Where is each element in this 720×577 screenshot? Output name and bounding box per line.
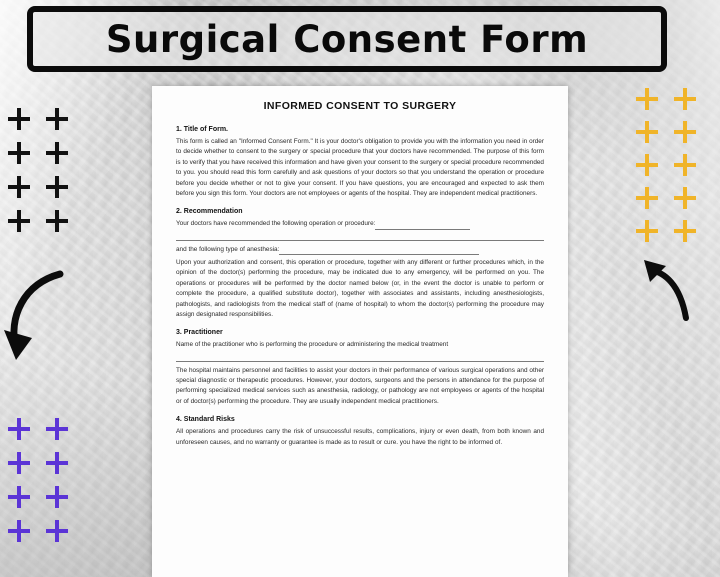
plus-icon: [674, 88, 696, 110]
consent-form-document[interactable]: [152, 86, 568, 577]
section-title-2: 2. Recommendation: [176, 208, 243, 216]
section-3-paragraph-1: Name of the practitioner who is performing the procedure or administering the medical treatment: [176, 341, 449, 349]
plus-icon: [674, 121, 696, 143]
title-banner: [27, 6, 667, 72]
page-title: Surgical Consent Form: [105, 17, 589, 61]
section-2-text-2: and the following type of anesthesia:: [176, 245, 280, 253]
plus-icon: [8, 520, 30, 542]
plus-icon: [46, 142, 68, 164]
plus-icon: [636, 187, 658, 209]
decorative-plus-group-black: [8, 108, 84, 244]
section-2-text-1: Your doctors have recommended the following operation or procedure:: [176, 220, 376, 228]
section-2-paragraph-1: [176, 219, 544, 229]
procedure-blank-line[interactable]: [176, 233, 544, 241]
anesthesia-blank-field[interactable]: [279, 247, 479, 255]
plus-icon: [674, 220, 696, 242]
section-3-paragraph-2: The hospital maintains personnel and facilities to assist your doctors in their performance of various surgical operations and other special diagnostic or therapeutic procedures. However, your doctors, surgeons and the persons in attendance for the purpose of performing specialized medical services such as anesthesia, radiology, or pathology are not employees or agents of the hospital or of doctor(s) performing the procedure. They are usually independent medical practitioners.: [176, 366, 544, 405]
section-title-1: 1. Title of Form.: [176, 126, 228, 133]
curved-arrow-up-right-icon: [640, 258, 698, 331]
section-2-paragraph-2: [176, 245, 544, 255]
section-2-paragraph-3: Upon your authorization and consent, this operation or procedure, together with any different or further procedures which, in the opinion of the doctor(s) performing the procedure, may be indicated due to any emergency, will be performed on you. The operations or procedures will be performed by the doctor named below (or, in the event the doctor is unable to perform or complete the procedure, a qualified substitute doctor), together with associates and assistants, including anesthesiologists, pathologists, and radiologists from the medical staff of (name of hospital) to whom the doctor(s) performing the procedure may assign designated responsibilities.: [176, 259, 544, 318]
plus-icon: [46, 176, 68, 198]
decorative-plus-group-purple: [8, 418, 84, 554]
plus-icon: [8, 108, 30, 130]
plus-icon: [674, 187, 696, 209]
procedure-blank-field[interactable]: [375, 222, 470, 230]
plus-icon: [8, 452, 30, 474]
section-1-paragraph-1: This form is called an "Informed Consent Form." It is your doctor's obligation to provide you with the information you need in order to decide whether to consent to the surgery or special procedure that your doctors have recommended. The purpose of this form is to verify that you have received this information and have given your consent to the surgery or special procedure recommended to you. you should read this form carefully and ask questions of your doctors so that you understand the operation or procedure before you decide whether or not to give your consent. If you have questions, you are encouraged and expected to ask them before you sign this form. Your doctors are not employees or agents of the hospital. They are independent medical practitioners.: [176, 138, 544, 197]
plus-icon: [636, 121, 658, 143]
section-4-paragraph-1: All operations and procedures carry the risk of unsuccessful results, complications, injury or even death, from both known and unforeseen causes, and no warranty or guarantee is made as to result or cure. you have the right to be informed of.: [176, 428, 544, 446]
curved-arrow-down-left-icon: [2, 268, 72, 378]
plus-icon: [46, 486, 68, 508]
plus-icon: [636, 154, 658, 176]
plus-icon: [636, 220, 658, 242]
plus-icon: [674, 154, 696, 176]
plus-icon: [8, 176, 30, 198]
section-title-3: 3. Practitioner: [176, 329, 223, 337]
plus-icon: [46, 108, 68, 130]
decorative-plus-group-yellow: [636, 88, 712, 253]
plus-icon: [46, 452, 68, 474]
plus-icon: [8, 210, 30, 232]
plus-icon: [46, 520, 68, 542]
section-title-4: 4. Standard Risks: [176, 416, 235, 424]
plus-icon: [46, 210, 68, 232]
document-heading: INFORMED CONSENT TO SURGERY: [263, 100, 457, 112]
plus-icon: [8, 142, 30, 164]
plus-icon: [636, 88, 658, 110]
plus-icon: [46, 418, 68, 440]
plus-icon: [8, 418, 30, 440]
practitioner-blank-line[interactable]: [176, 354, 544, 362]
plus-icon: [8, 486, 30, 508]
